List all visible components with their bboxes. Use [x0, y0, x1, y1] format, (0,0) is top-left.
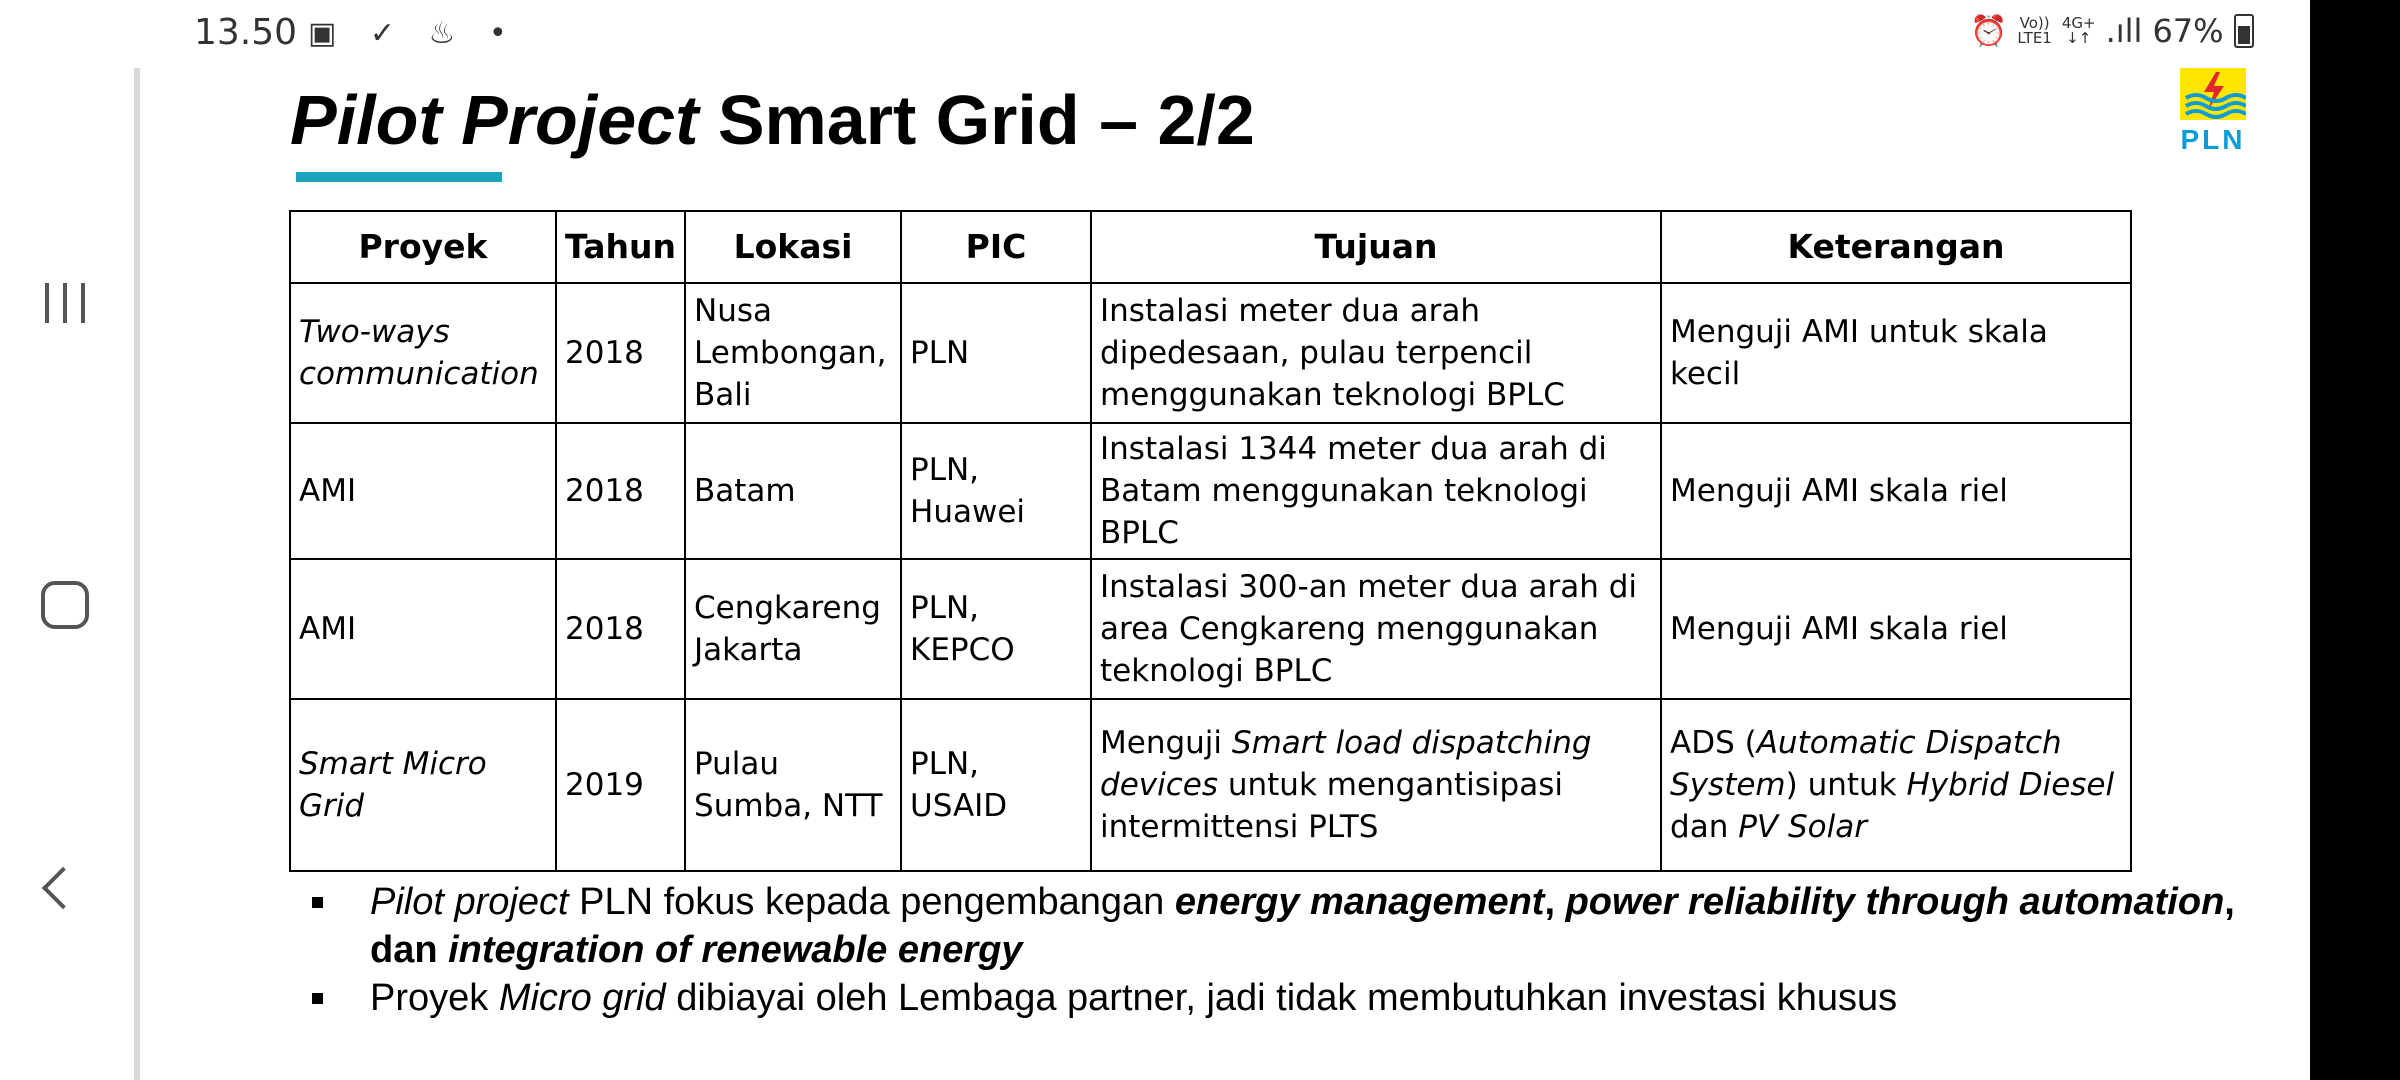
alarm-icon: ⏰: [1970, 13, 2008, 49]
ket-part-c: ) untuk: [1785, 767, 1907, 803]
header-tujuan: Tujuan: [1091, 211, 1661, 283]
cell-keterangan: [1661, 699, 2131, 871]
cell-pic: PLN, USAID: [901, 699, 1091, 871]
volte-bottom: LTE1: [2017, 29, 2052, 47]
cell-proyek: AMI: [290, 559, 556, 699]
ket-part-f: PV Solar: [1738, 809, 1867, 845]
ket-part-b: Automatic Dispatch System: [1670, 725, 2062, 803]
cell-keterangan: Menguji AMI untuk skala kecil: [1661, 283, 2131, 423]
cell-tujuan: Instalasi meter dua arah dipedesaan, pulau terpencil menggunakan teknologi BPLC: [1091, 283, 1661, 423]
cell-tahun: 2019: [556, 699, 685, 871]
cell-lokasi: Batam: [685, 423, 901, 559]
battery-icon: [2234, 14, 2254, 48]
b2-b: Micro grid: [498, 977, 666, 1019]
table-row: [290, 283, 2131, 423]
header-pic: PIC: [901, 211, 1091, 283]
cell-pic: PLN, KEPCO: [901, 559, 1091, 699]
header-proyek: Proyek: [290, 211, 556, 283]
cell-tahun: 2018: [556, 423, 685, 559]
b1-f: , dan: [370, 881, 2235, 971]
bullet-item: [310, 974, 2300, 1022]
b1-g: integration of renewable energy: [448, 929, 1023, 971]
tujuan-part-a: Menguji: [1100, 725, 1232, 761]
cell-tujuan: [1091, 699, 1661, 871]
cell-tujuan: Instalasi 300-an meter dua arah di area Cengkareng menggunakan teknologi BPLC: [1091, 559, 1661, 699]
pln-logo: [2168, 68, 2258, 158]
title-italic: Pilot Project: [290, 81, 699, 159]
pln-logo-mark: [2180, 68, 2246, 120]
tujuan-part-c: untuk mengantisipasi intermittensi PLTS: [1100, 767, 1563, 845]
table-row: [290, 559, 2131, 699]
battery-percent: 67%: [2152, 12, 2224, 50]
cell-tujuan: Instalasi 1344 meter dua arah di Batam menggunakan teknologi BPLC: [1091, 423, 1661, 559]
cell-pic: PLN: [901, 283, 1091, 423]
device-bezel: [2310, 0, 2400, 1080]
volte-indicator: [2017, 16, 2051, 46]
back-icon[interactable]: [42, 867, 84, 909]
cell-keterangan: Menguji AMI skala riel: [1661, 559, 2131, 699]
data-type: 4G+: [2061, 14, 2096, 32]
cell-lokasi: Pulau Sumba, NTT: [685, 699, 901, 871]
bullet-item: [310, 878, 2300, 974]
b1-c: energy management: [1174, 881, 1545, 923]
b2-a: Proyek: [370, 977, 499, 1019]
ket-part-e: dan: [1670, 809, 1739, 845]
notification-icons: ▣ ✓ ♨ •: [308, 16, 519, 51]
b1-b: PLN fokus kepada pengembangan: [568, 881, 1175, 923]
status-right: [1970, 12, 2254, 50]
cell-tahun: 2018: [556, 283, 685, 423]
pilot-project-table: [289, 210, 2132, 872]
b1-e: power reliability through automation: [1565, 881, 2225, 923]
cell-lokasi: Cengkareng Jakarta: [685, 559, 901, 699]
slide-title: [290, 80, 1255, 160]
cell-tahun: 2018: [556, 559, 685, 699]
data-indicator: [2062, 16, 2096, 46]
cell-pic: PLN, Huawei: [901, 423, 1091, 559]
lightning-icon: [2180, 68, 2246, 120]
title-rest: Smart Grid – 2/2: [698, 81, 1255, 159]
home-icon[interactable]: [41, 581, 89, 629]
cell-lokasi: Nusa Lembongan, Bali: [685, 283, 901, 423]
table-row: [290, 423, 2131, 559]
ket-part-a: ADS (: [1670, 725, 1757, 761]
table-header-row: [290, 211, 2131, 283]
header-keterangan: Keterangan: [1661, 211, 2131, 283]
b1-a: Pilot project: [370, 881, 569, 923]
signal-icon: .ıll: [2105, 12, 2143, 50]
cell-keterangan: Menguji AMI skala riel: [1661, 423, 2131, 559]
b1-d: ,: [1544, 881, 1566, 923]
header-tahun: Tahun: [556, 211, 685, 283]
volte-top: Vo)): [2019, 14, 2050, 32]
ket-part-d: Hybrid Diesel: [1906, 767, 2115, 803]
navigation-bar: [0, 68, 138, 1080]
data-arrows: ↓↑: [2066, 29, 2092, 47]
header-lokasi: Lokasi: [685, 211, 901, 283]
table-row: [290, 699, 2131, 871]
tujuan-part-b: Smart load dispatching devices: [1100, 725, 1592, 803]
b2-c: dibiayai oleh Lembaga partner, jadi tidak membutuhkan investasi khusus: [665, 977, 1898, 1019]
pln-logo-text: PLN: [2180, 124, 2246, 155]
recents-icon[interactable]: [45, 283, 85, 323]
status-bar: [0, 0, 2310, 68]
cell-proyek: Smart Micro Grid: [290, 699, 556, 871]
cell-proyek: AMI: [290, 423, 556, 559]
slide: [140, 68, 2310, 1080]
status-time: 13.50: [194, 12, 298, 53]
bullet-list: [310, 878, 2300, 1022]
cell-proyek: Two-ways communication: [290, 283, 556, 423]
title-underline: [296, 172, 502, 182]
